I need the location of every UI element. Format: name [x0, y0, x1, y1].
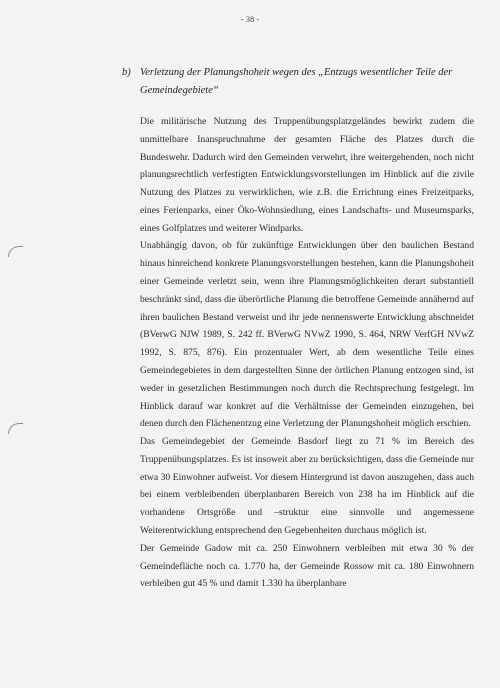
page-number: - 38 - [240, 14, 260, 24]
paragraph-basdorf: Das Gemeindegebiet der Gemeinde Basdorf liegt zu 71 % im Bereich des Truppenübungsplatzes. Es ist insoweit aber zu berücksichtigen, dass die Gemeinde nur etwa 30 Einwohner aufweist. Vor diesem Hintergrund ist davon auszugehen, dass auch bei einem verbleibenden überplanbaren Bereich von 238 ha im Hinblick auf die vorhandene Ortsgröße und –struktur eine sinnvolle und angemessene Weiterentwicklung entsprechend den Gegebenheiten durchaus möglich ist. [140, 436, 474, 536]
section-title: Verletzung der Planungshoheit wegen des „Entzugs wesentlicher Teile der Gemeindegebiete“ [140, 67, 453, 96]
paragraph-gadow-rossow: Der Gemeinde Gadow mit ca. 250 Einwohnern verbleiben mit etwa 30 % der Gemeindefläche noch ca. 1.770 ha, der Gemeinde Rossow mit ca. 180 Einwohnern verbleiben gut 45 % und damit 1.330 ha überplanbare [140, 542, 474, 590]
section-marker: b) [122, 67, 131, 78]
body-text [140, 113, 474, 593]
section-heading [122, 64, 470, 100]
punch-hole-mark-lower [8, 423, 23, 434]
paragraph-military-use: Die militärische Nutzung des Truppenübungsplatzgeländes bewirkt zudem die unmittelbare Inanspruchnahme der gesamten Fläche des Platzes durch die Bundeswehr. Dadurch wird den Gemeinden verwehrt, ihre weitergehenden, noch nicht planungsrechtlich verfestigten Entwicklungsvorstellungen im Hinblick auf die zivile Nutzung des Platzes zu verwirklichen, wie z.B. die Errichtung eines Freizeitparks, eines Ferienparks, einer Öko-Wohnsiedlung, eines Landschafts- und Museumsparks, eines Golfplatzes und weiterer Windparks. [140, 116, 474, 234]
paragraph-planning-sovereignty: Unabhängig davon, ob für zukünftige Entwicklungen über den baulichen Bestand hinaus hinreichend konkrete Planungsvorstellungen bestehen, kann die Planungshoheit einer Gemeinde verletzt sein, wenn ihre Planungsmöglichkeiten derart substantiell beschränkt sind, dass die überörtliche Planung die betroffene Gemeinde annähernd auf ihren baulichen Bestand verweist und ihr jede nennenswerte Entwicklung abschneidet (BVerwG NJW 1989, S. 242 ff. BVerwG NVwZ 1990, S. 464, NRW VerfGH NVwZ 1992, S. 875, 876). Ein prozentualer Wert, ab dem wesentliche Teile eines Gemeindegebietes in dem dargestellten Sinne der örtlichen Planung entzogen sind, ist weder in gesetzlichen Bestimmungen noch durch die Rechtsprechung festgelegt. Im Hinblick darauf war konkret auf die Verhältnisse der Gemeinden einzugehen, bei denen durch den Flächenentzug eine Verletzung der Planungshoheit möglich erschien. [140, 240, 474, 430]
punch-hole-mark-upper [8, 246, 23, 257]
